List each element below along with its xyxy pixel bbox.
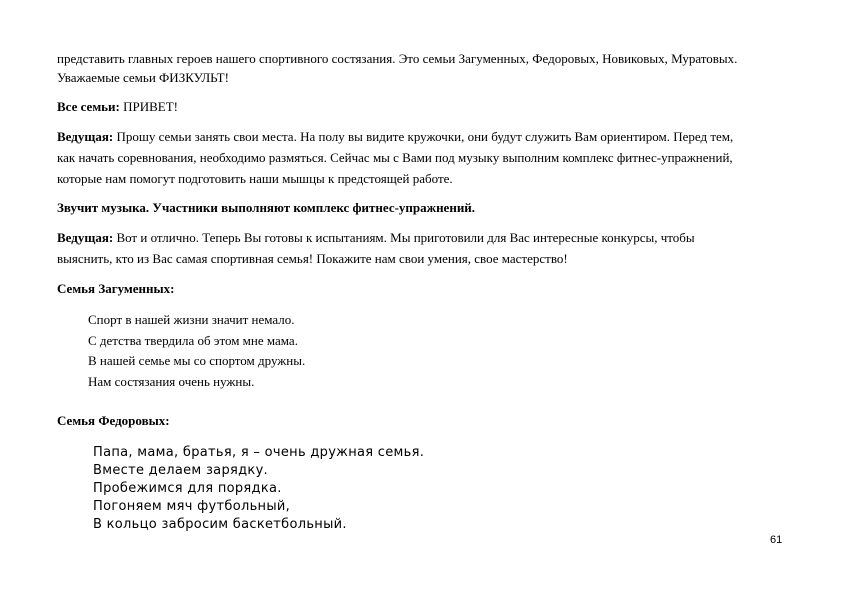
poem-line: В нашей семье мы со спортом дружны. [88, 353, 306, 368]
speaker-label: Ведущая: [57, 230, 114, 245]
poem-fedorovykh [93, 444, 424, 534]
poem-line: С детства твердила об этом мне мама. [88, 332, 298, 348]
stage-direction: Звучит музыка. Участники выполняют комплекс фитнес-упражнений. [57, 200, 476, 215]
poem-line: Папа, мама, братья, я – очень дружная семья. [93, 445, 425, 460]
paragraph-intro-line-2: Уважаемые семьи ФИЗКУЛЬТ! [57, 70, 229, 85]
family-heading-fedorovykh: Семья Федоровых: [57, 413, 170, 428]
paragraph-intro-line-1: представить главных героев нашего спортивного состязания. Это семьи Загуменных, Федоровых, Новиковых, Муратовых. [57, 51, 738, 66]
speech-text: ПРИВЕТ! [119, 99, 179, 114]
poem-line: Нам состязания очень нужны. [88, 373, 255, 389]
speech-text: Вот и отлично. Теперь Вы готовы к испытаниям. Мы приготовили для Вас интересные конкурсы, чтобы [113, 230, 695, 245]
speaker-label: Все семьи: [57, 99, 120, 114]
poem-line: Погоняем мяч футбольный, [93, 499, 291, 514]
paragraph-host-1-line-3: которые нам помогут подготовить наши мышцы к предстоящей работе. [57, 171, 453, 186]
paragraph-host-2-line-2: выяснить, кто из Вас самая спортивная семья! Покажите нам свои умения, свое мастерство! [57, 251, 568, 266]
poem-line: В кольцо забросим баскетбольный. [93, 517, 347, 532]
speaker-label: Ведущая: [57, 129, 114, 144]
paragraph-all-families [57, 99, 178, 115]
paragraph-host-2-line-1 [57, 230, 695, 246]
paragraph-host-1-line-1 [57, 129, 733, 145]
poem-line: Пробежимся для порядка. [93, 481, 282, 496]
speech-text: Прошу семьи занять свои места. На полу вы видите кружочки, они будут служить Вам ориентиром. Перед тем, [113, 129, 734, 144]
page-number: 61 [770, 534, 783, 546]
poem-line: Спорт в нашей жизни значит немало. [88, 312, 295, 327]
paragraph-host-1-line-2: как начать соревнования, необходимо размяться. Сейчас мы с Вами под музыку выполним комплекс фитнес-упражнений, [57, 150, 733, 165]
poem-zagumennykh [88, 310, 305, 392]
poem-line: Вместе делаем зарядку. [93, 463, 268, 478]
family-heading-zagumennykh: Семья Загуменных: [57, 281, 175, 296]
